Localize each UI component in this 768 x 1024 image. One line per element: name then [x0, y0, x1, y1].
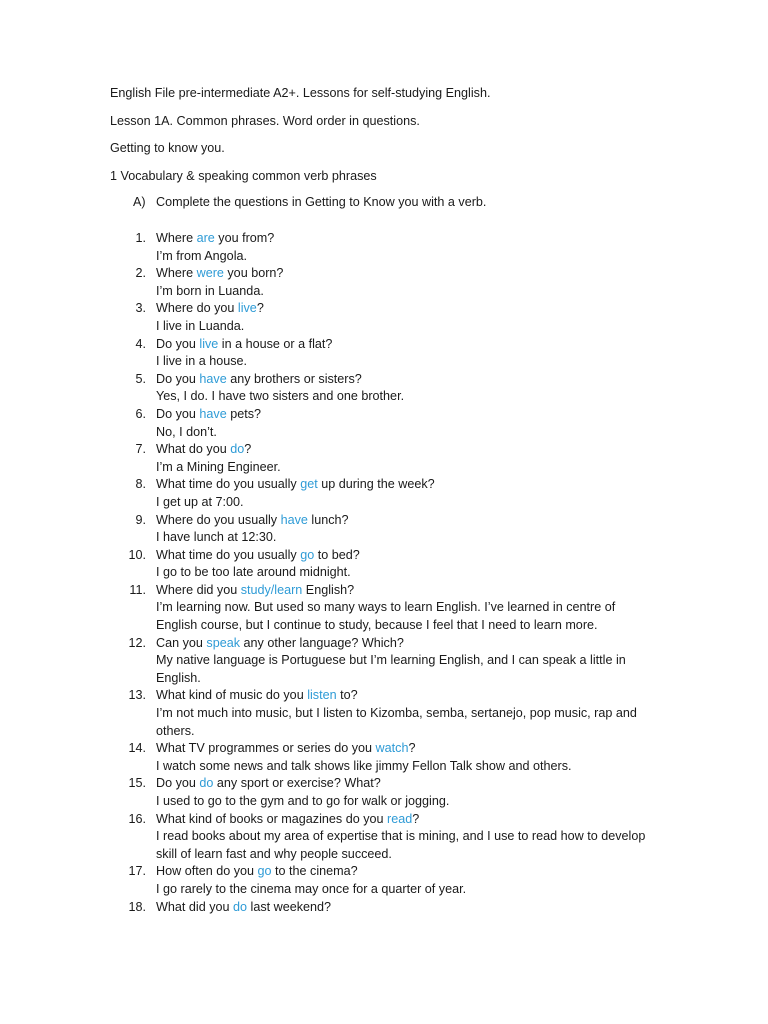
answer-verb: have — [280, 512, 308, 527]
question-text-before: What kind of music do you — [156, 688, 308, 703]
question-text-before: Can you — [156, 635, 207, 650]
answer-verb: study/learn — [240, 582, 303, 597]
answer-verb: watch — [375, 741, 409, 756]
answer-text: My native language is Portuguese but I’m learning English, and I can speak a little in English. — [156, 653, 626, 685]
answer-text: I live in Luanda. — [156, 318, 245, 333]
question-number: 18. — [128, 899, 146, 914]
question-number: 13. — [128, 688, 146, 703]
question-number: 17. — [128, 864, 146, 879]
question-text — [156, 336, 656, 354]
answer-text: Yes, I do. I have two sisters and one brother. — [156, 389, 405, 404]
question-number: 1. — [135, 231, 146, 245]
answer-text: I get up at 7:00. — [156, 494, 244, 509]
question-number: 15. — [128, 776, 146, 791]
answer-text: I go rarely to the cinema may once for a quarter of year. — [156, 881, 467, 896]
question-text-before: Do you — [156, 406, 200, 421]
topic-title: Getting to know you. — [110, 141, 225, 156]
answer-text: No, I don’t. — [156, 424, 217, 439]
question-number: 8. — [135, 477, 146, 492]
question-item — [0, 687, 656, 740]
question-item — [0, 265, 656, 300]
question-text-after: any other language? Which? — [240, 635, 404, 650]
answer-verb: read — [387, 811, 413, 826]
question-text-after: in a house or a flat? — [218, 336, 333, 351]
question-text — [156, 476, 656, 494]
question-text-after: ? — [244, 442, 252, 457]
question-item — [0, 811, 656, 864]
answer-text: I watch some news and talk shows like jimmy Fellon Talk show and others. — [156, 758, 572, 773]
question-text-after: up during the week? — [317, 477, 435, 492]
question-number: 3. — [135, 301, 146, 316]
question-number: 14. — [128, 741, 146, 756]
question-number: 6. — [135, 406, 146, 421]
question-text — [156, 775, 656, 793]
question-text-after: to? — [336, 688, 358, 703]
answer-text: I read books about my area of expertise that is mining, and I use to read how to develop skill of learn fast and why people succeed. — [156, 829, 646, 861]
question-text-after: ? — [408, 741, 416, 756]
answer-verb: are — [196, 231, 215, 245]
question-text — [156, 899, 656, 917]
question-text-before: What do you — [156, 442, 231, 457]
answer-verb: do — [199, 776, 214, 791]
question-text — [156, 300, 656, 318]
answer-verb: listen — [307, 688, 337, 703]
question-number: 4. — [135, 336, 146, 351]
answer-verb: have — [199, 406, 227, 421]
answer-text: I’m born in Luanda. — [156, 283, 264, 298]
question-text-after: ? — [256, 301, 264, 316]
question-text-before: Where did you — [156, 582, 241, 597]
question-item — [0, 230, 656, 265]
question-text-before: Where do you — [156, 301, 238, 316]
question-text — [156, 441, 656, 459]
question-number: 16. — [128, 811, 146, 826]
question-item — [0, 476, 656, 511]
question-item — [0, 899, 656, 917]
question-item — [0, 336, 656, 371]
question-text-before: What time do you usually — [156, 477, 301, 492]
answer-verb: were — [196, 266, 224, 281]
question-text-after: lunch? — [307, 512, 349, 527]
answer-verb: go — [300, 547, 315, 562]
answer-text: I’m a Mining Engineer. — [156, 459, 281, 474]
question-text-before: Do you — [156, 371, 200, 386]
question-text-before: What kind of books or magazines do you — [156, 811, 388, 826]
question-text-after: ? — [412, 811, 420, 826]
question-item — [0, 512, 656, 547]
question-item — [0, 441, 656, 476]
question-text-before: Do you — [156, 336, 200, 351]
question-number: 10. — [128, 547, 146, 562]
question-text-before: What time do you usually — [156, 547, 301, 562]
answer-verb: do — [233, 899, 248, 914]
question-text-before: Do you — [156, 776, 200, 791]
question-text-before: Where — [156, 266, 197, 281]
course-title: English File pre-intermediate A2+. Lessons for self-studying English. — [110, 86, 491, 100]
question-text-before: How often do you — [156, 864, 258, 879]
question-text — [156, 811, 656, 829]
question-number: 2. — [135, 266, 146, 281]
question-text-after: you from? — [214, 231, 275, 245]
question-item — [0, 582, 656, 635]
question-item — [0, 547, 656, 582]
document-header — [110, 85, 730, 195]
answer-text: I’m learning now. But used so many ways to learn English. I’ve learned in centre of English course, but I continue to study, because I feel that I need to learn more. — [156, 600, 616, 633]
question-text — [156, 512, 656, 530]
question-text — [156, 635, 656, 653]
question-number: 11. — [129, 582, 146, 597]
question-item — [0, 300, 656, 335]
question-text-before: Where — [156, 231, 197, 245]
answer-text: I live in a house. — [156, 354, 248, 369]
question-text — [156, 371, 656, 389]
question-text — [156, 265, 656, 283]
instruction-label: A) — [133, 195, 146, 209]
answer-verb: get — [300, 477, 318, 492]
question-text — [156, 582, 656, 600]
answer-text: I have lunch at 12:30. — [156, 530, 277, 545]
question-item — [0, 775, 656, 810]
question-text-after: to bed? — [314, 547, 360, 562]
question-text — [156, 230, 656, 248]
question-text — [156, 547, 656, 565]
instruction-text: Complete the questions in Getting to Know you with a verb. — [156, 195, 487, 209]
question-number: 7. — [135, 442, 146, 457]
question-text-after: pets? — [226, 406, 262, 421]
answer-verb: live — [237, 301, 257, 316]
question-item — [0, 371, 656, 406]
question-text — [156, 687, 656, 705]
question-text-after: to the cinema? — [271, 864, 358, 879]
question-number: 12. — [128, 635, 146, 650]
answer-text: I go to be too late around midnight. — [156, 565, 351, 580]
question-text-after: any brothers or sisters? — [226, 371, 362, 386]
exercise-instruction — [133, 194, 486, 212]
question-text — [156, 740, 656, 758]
answer-verb: live — [199, 336, 219, 351]
question-text-before: What did you — [156, 899, 234, 914]
question-list — [0, 230, 768, 916]
answer-verb: go — [257, 864, 272, 879]
answer-verb: have — [199, 371, 227, 386]
question-text-after: any sport or exercise? What? — [213, 776, 381, 791]
answer-text: I used to go to the gym and to go for walk or jogging. — [156, 794, 450, 808]
question-text-after: English? — [302, 582, 355, 597]
question-item — [0, 406, 656, 441]
question-text-after: last weekend? — [247, 899, 332, 914]
question-item — [0, 863, 656, 898]
question-item — [0, 740, 656, 775]
answer-text: I’m from Angola. — [156, 248, 247, 263]
lesson-title: Lesson 1A. Common phrases. Word order in questions. — [110, 113, 420, 128]
question-text — [156, 863, 656, 881]
question-text — [156, 406, 656, 424]
question-text-after: you born? — [223, 266, 284, 281]
question-item — [0, 635, 656, 688]
answer-text: I’m not much into music, but I listen to Kizomba, semba, sertanejo, pop music, rap and others. — [156, 706, 637, 738]
section-title: 1 Vocabulary & speaking common verb phrases — [110, 168, 377, 183]
answer-verb: do — [230, 442, 245, 457]
question-number: 5. — [135, 371, 146, 386]
question-text-before: What TV programmes or series do you — [156, 741, 376, 756]
question-text-before: Where do you usually — [156, 512, 281, 527]
question-number: 9. — [135, 512, 146, 527]
answer-verb: speak — [206, 635, 241, 650]
